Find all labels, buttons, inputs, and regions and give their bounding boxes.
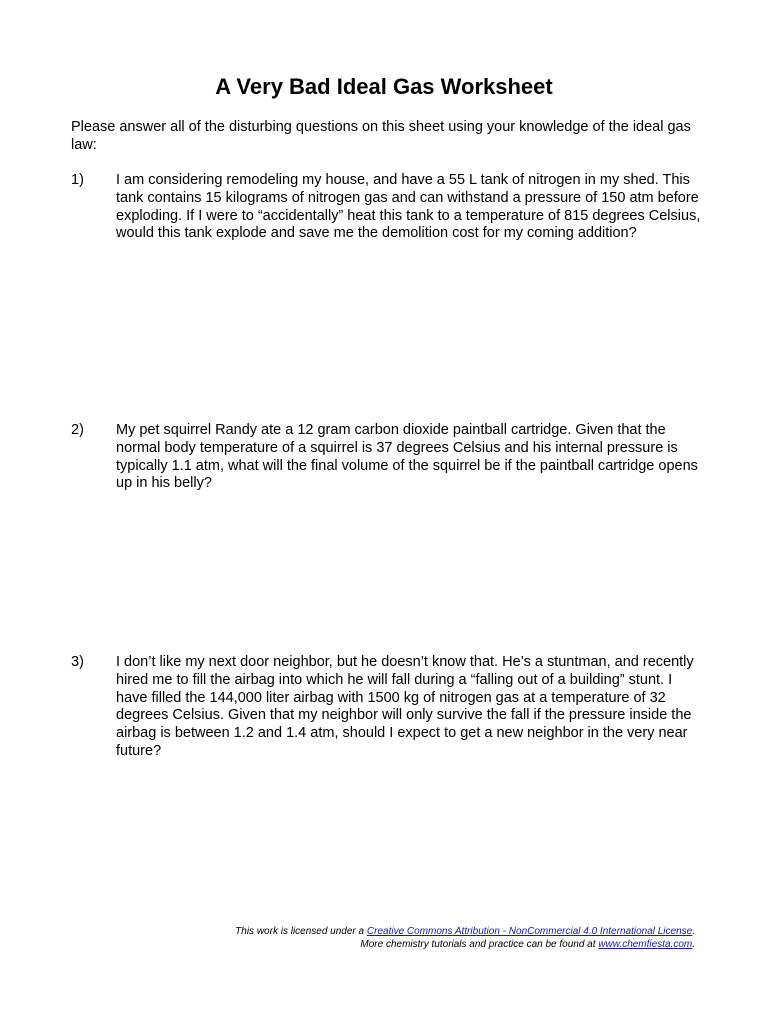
more-prefix: More chemistry tutorials and practice can be found at [360, 938, 599, 950]
question-number: 1) [71, 172, 84, 188]
more-suffix: . [692, 938, 695, 950]
site-link[interactable]: www.chemfiesta.com [598, 938, 693, 950]
license-line [235, 926, 695, 939]
question-text: I don’t like my next door neighbor, but he doesn’t know that. He’s a stuntman, and recently hired me to fill the airbag into which he will fall during a “falling out of a building” stunt. I have filled the 144,000 liter airbag with 1500 kg of nitrogen gas at a temperature of 32 degrees Celsius. Given that my neighbor will only survive the fall if the pressure inside the airbag is between 1.2 and 1.4 atm, should I expect to get a new neighbor in the very near future? [116, 654, 694, 759]
license-prefix: This work is licensed under a [235, 926, 367, 937]
question-number: 2) [71, 422, 84, 438]
intro-paragraph: Please answer all of the disturbing questions on this sheet using your knowledge of the ideal gas law: [71, 119, 691, 153]
license-link[interactable]: Creative Commons Attribution - NonCommercial 4.0 International License [366, 926, 693, 937]
question-number: 3) [71, 654, 84, 670]
more-line [235, 939, 695, 952]
question-text: I am considering remodeling my house, and have a 55 L tank of nitrogen in my shed. This tank contains 15 kilograms of nitrogen gas and can withstand a pressure of 150 atm before exploding. If I were to “accidentally” heat this tank to a temperature of 815 degrees Celsius, would this tank explode and save me the demolition cost for my coming addition? [116, 172, 701, 242]
footer [235, 926, 695, 951]
license-suffix: . [692, 926, 695, 937]
page-title: A Very Bad Ideal Gas Worksheet [215, 74, 553, 99]
question-text: My pet squirrel Randy ate a 12 gram carbon dioxide paintball cartridge. Given that the normal body temperature of a squirrel is 37 degrees Celsius and his internal pressure is typically 1.1 atm, what will the final volume of the squirrel be if the paintball cartridge opens up in his belly? [116, 422, 698, 492]
